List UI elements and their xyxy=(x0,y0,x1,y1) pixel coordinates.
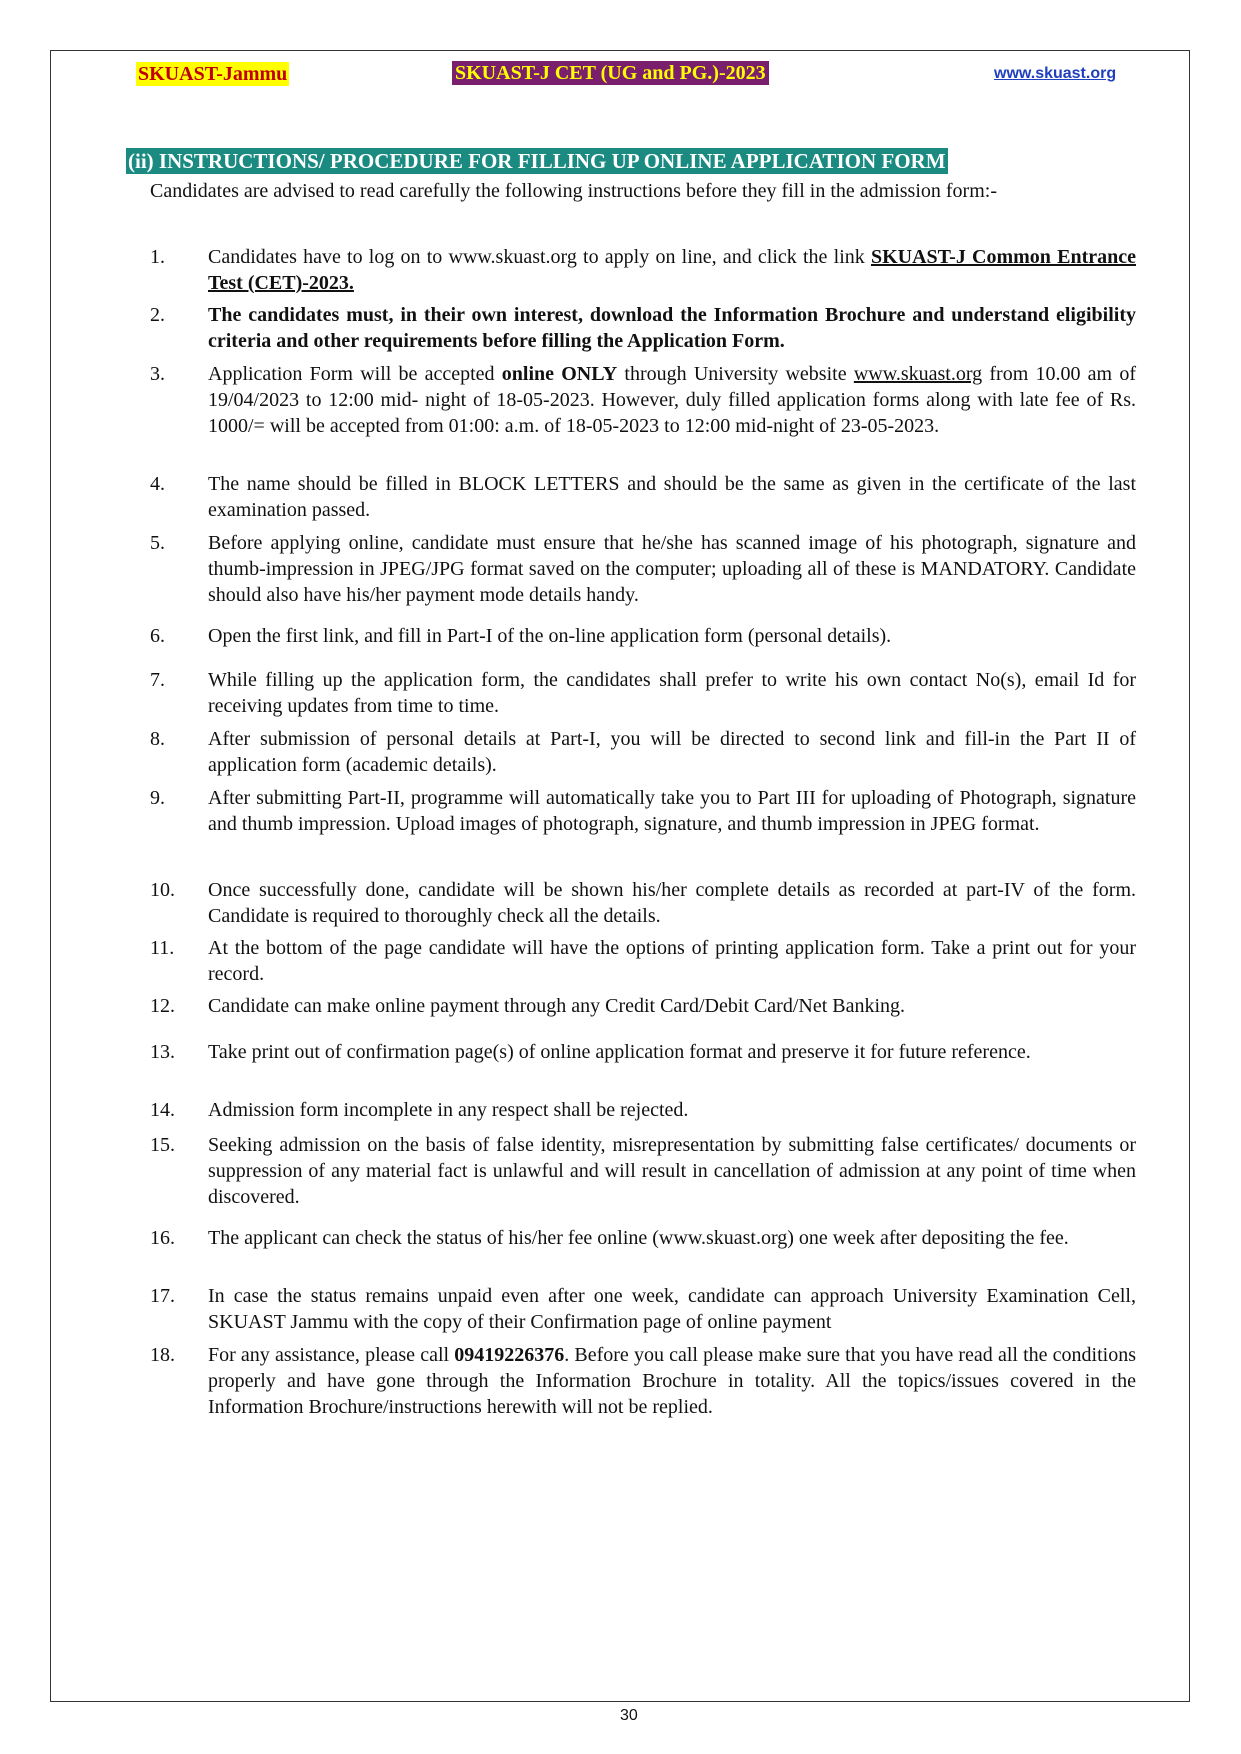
item-text: Candidate can make online payment through any Credit Card/Debit Card/Net Banking. xyxy=(208,995,906,1017)
item-number: 7. xyxy=(150,669,165,691)
item-number: 5. xyxy=(150,532,165,554)
helpline-number: 09419226376 xyxy=(454,1344,565,1366)
item-number: 8. xyxy=(150,728,165,750)
item-number: 3. xyxy=(150,363,165,385)
item-number: 15. xyxy=(150,1134,175,1156)
item-text: While filling up the application form, the candidates shall prefer to write his own contact No(s), email Id for receiving updates from time to time. xyxy=(208,669,1136,717)
item-number: 16. xyxy=(150,1227,175,1249)
page-border xyxy=(50,50,1190,1702)
section-intro: Candidates are advised to read carefully the following instructions before they fill in the admission form:- xyxy=(150,180,997,202)
instruction-item-18 xyxy=(150,1342,1136,1420)
item-text: Candidates have to log on to www.skuast.org to apply on line, and click the link xyxy=(208,246,871,268)
item-number: 13. xyxy=(150,1041,175,1063)
page-number: 30 xyxy=(620,1707,638,1724)
instruction-item-14 xyxy=(150,1097,1136,1123)
item-text: Admission form incomplete in any respect shall be rejected. xyxy=(208,1099,689,1121)
item-number: 1. xyxy=(150,246,165,268)
instruction-item-8 xyxy=(150,726,1136,778)
item-number: 4. xyxy=(150,473,165,495)
header-university: SKUAST-Jammu xyxy=(138,63,288,85)
instruction-item-6 xyxy=(150,623,1136,649)
instruction-item-15 xyxy=(150,1132,1136,1210)
item-text: Before applying online, candidate must ensure that he/she has scanned image of his photograph, signature and thumb-impression in JPEG/JPG format saved on the computer; uploading all of these is MANDATORY. Candidate should also have his/her payment mode details handy. xyxy=(208,532,1136,606)
instruction-item-11 xyxy=(150,935,1136,987)
item-number: 17. xyxy=(150,1285,175,1307)
item-number: 9. xyxy=(150,787,165,809)
instruction-item-17 xyxy=(150,1283,1136,1335)
header-exam-title: SKUAST-J CET (UG and PG.)-2023 xyxy=(452,61,769,85)
item-number: 14. xyxy=(150,1099,175,1121)
instruction-item-9 xyxy=(150,785,1136,837)
cet-link[interactable]: SKUAST-J Common Entrance Test (CET)-2023. xyxy=(208,246,1136,294)
item-number: 6. xyxy=(150,625,165,647)
instruction-item-13 xyxy=(150,1039,1136,1065)
header-website-link[interactable]: www.skuast.org xyxy=(994,65,1117,82)
instruction-item-4 xyxy=(150,471,1136,523)
instruction-item-5 xyxy=(150,530,1136,608)
item-text: through University website xyxy=(617,363,854,385)
instruction-item-1 xyxy=(150,244,1136,296)
website-link[interactable]: www.skuast.org xyxy=(853,363,983,385)
item-number: 12. xyxy=(150,995,175,1017)
instruction-item-7 xyxy=(150,667,1136,719)
item-number: 18. xyxy=(150,1344,175,1366)
item-text: In case the status remains unpaid even after one week, candidate can approach University Examination Cell, SKUAST Jammu with the copy of their Confirmation page of online payment xyxy=(208,1285,1136,1333)
item-text: Take print out of confirmation page(s) of online application format and preserve it for future reference. xyxy=(208,1041,1031,1063)
instruction-item-10 xyxy=(150,877,1136,929)
item-number: 2. xyxy=(150,304,165,326)
item-number: 10. xyxy=(150,879,175,901)
instruction-item-2 xyxy=(150,302,1136,354)
item-text: The applicant can check the status of his/her fee online (www.skuast.org) one week after depositing the fee. xyxy=(208,1227,1069,1249)
instruction-item-16 xyxy=(150,1225,1136,1251)
item-text: After submission of personal details at Part-I, you will be directed to second link and fill-in the Part II of application form (academic details). xyxy=(208,728,1136,776)
section-title: (ii) INSTRUCTIONS/ PROCEDURE FOR FILLING UP ONLINE APPLICATION FORM xyxy=(128,149,946,173)
instruction-item-12 xyxy=(150,993,1136,1019)
item-text: Open the first link, and fill in Part-I of the on-line application form (personal details). xyxy=(208,625,892,647)
item-text: For any assistance, please call xyxy=(208,1344,455,1366)
item-text: from 10.00 am of 19/04/2023 to 12:00 mid- night of 18-05-2023. However, duly filled application forms along with late fee of Rs. 1000/= will be accepted from 01:00: a.m. of 18-05-2023 to 12:00 mid-night of 23-05-2023. xyxy=(208,363,1136,437)
item-text: At the bottom of the page candidate will have the options of printing application form. Take a print out for your record. xyxy=(208,937,1136,985)
item-text: After submitting Part-II, programme will automatically take you to Part III for uploading of Photograph, signature and thumb impression. Upload images of photograph, signature, and thumb impression in JPEG format. xyxy=(208,787,1136,835)
item-text: Seeking admission on the basis of false identity, misrepresentation by submitting false certificates/ documents or suppression of any material fact is unlawful and will result in cancellation of admission at any point of time when discovered. xyxy=(208,1134,1136,1208)
item-text: Application Form will be accepted xyxy=(208,363,502,385)
item-number: 11. xyxy=(150,937,175,959)
item-text: . Before you call please make sure that you have read all the conditions properly and have gone through the Information Brochure in totality. All the topics/issues covered in the Information Brochure/instructions herewith will not be replied. xyxy=(208,1344,1137,1418)
item-text: Once successfully done, candidate will be shown his/her complete details as recorded at part-IV of the form. Candidate is required to thoroughly check all the details. xyxy=(208,879,1136,927)
item-bold-text: online ONLY xyxy=(501,363,618,385)
item-text: The candidates must, in their own interest, download the Information Brochure and understand eligibility criteria and other requirements before filling the Application Form. xyxy=(208,304,1136,352)
item-text: The name should be filled in BLOCK LETTERS and should be the same as given in the certificate of the last examination passed. xyxy=(208,473,1136,521)
instruction-item-3 xyxy=(150,361,1136,439)
